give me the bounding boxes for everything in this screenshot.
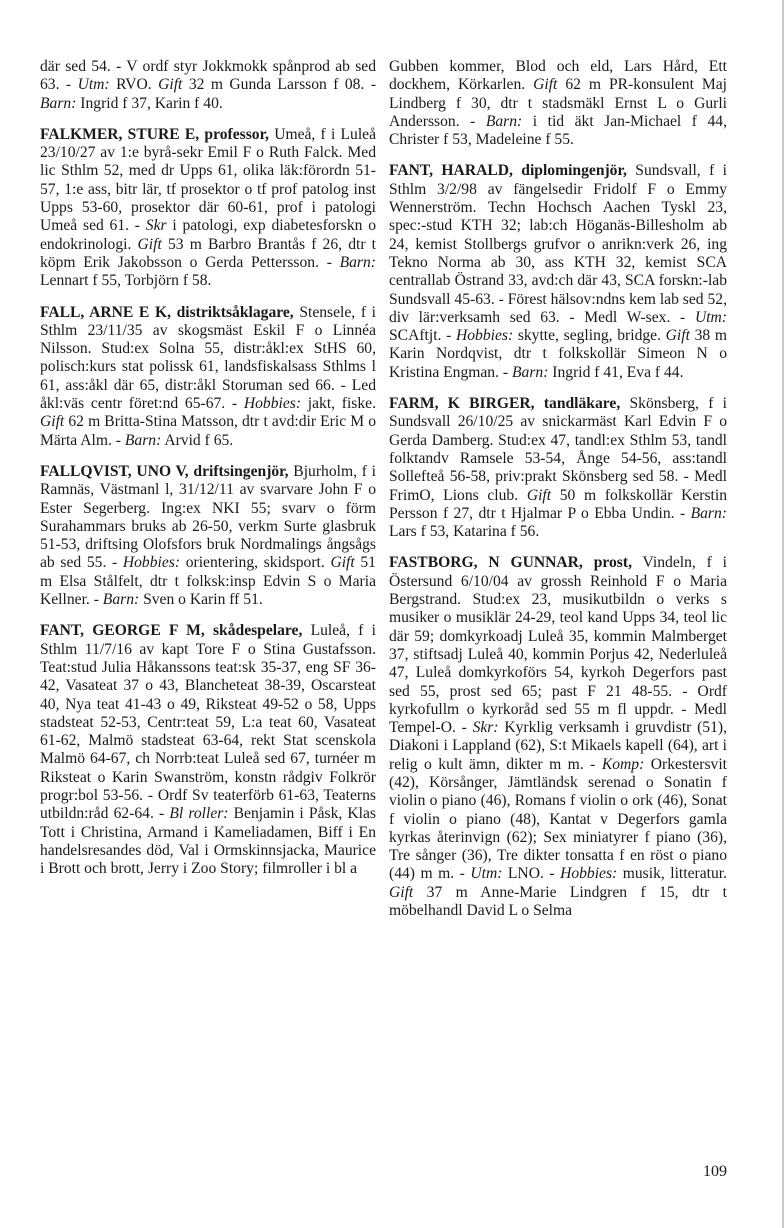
directory-entry: [40, 126, 376, 291]
entry-label: Barn:: [40, 94, 77, 112]
entry-label: Hobbies:: [560, 865, 618, 883]
entry-label: Barn:: [485, 112, 523, 130]
entry-text: musik, litteratur.: [617, 865, 727, 883]
entry-label: Gift: [665, 327, 690, 345]
entry-text: i tid äkt Jan-Michael f 44, Christer f 53, Madeleine f 55.: [389, 112, 727, 149]
entry-title: distriktsåklagare,: [170, 303, 294, 321]
entry-text: orientering, skidsport.: [180, 554, 331, 572]
entry-label: Skr: [145, 217, 167, 235]
entry-name: FALKMER, STURE E,: [40, 125, 200, 143]
entry-title: diplomingenjör,: [512, 162, 627, 180]
entry-label: Hobbies:: [455, 327, 514, 345]
entry-label: Barn:: [512, 363, 549, 381]
entry-text: där sed 54. - V ordf styr Jokkmokk spånprod ab sed 63. -: [40, 58, 376, 94]
directory-entry: [40, 58, 376, 113]
entry-text: Stensele, f i Sthlm 23/11/35 av skogsmäst Eskil F o Linnéa Nilsson. Stud:ex Solna 55, distr:åkl:ex StHS 60, polisch:kurs stat polissk 61, landsfiskalsass Sthlms l 61, ass:åkl där 65, distr:åkl Storuman sed 66. - Led åkl:väs centr föret:nd 65-67. -: [40, 303, 376, 413]
entry-text: Ingrid f 41, Eva f 44.: [548, 363, 684, 381]
entry-title: prost,: [582, 554, 632, 572]
directory-entry: [389, 58, 727, 149]
entry-name: FALLQVIST, UNO V,: [40, 462, 189, 480]
entry-label: Gift: [40, 413, 65, 431]
entry-text: skytte, segling, bridge.: [513, 327, 666, 345]
entry-label: Hobbies:: [243, 395, 302, 413]
entry-label: Gift: [533, 76, 558, 94]
entry-name: FASTBORG, N GUNNAR,: [389, 554, 583, 572]
entry-label: Utm:: [694, 308, 727, 326]
entry-title: professor,: [199, 125, 269, 143]
entry-label: Bl roller:: [169, 805, 229, 823]
entry-label: Hobbies:: [122, 554, 181, 572]
directory-entry: [40, 622, 376, 878]
entry-text: Umeå, f i Luleå 23/10/27 av 1:e byrå-sekr Emil F o Ruth Falck. Med lic Sthlm 52, med dr Upps 61, olika läk:förordn 51-57, 1:e ass, bitr lär, tf prosektor o tf prof patolog inst Upps 53-60, prosektor där 60-61, prof i patologi Umeå sed 61. -: [40, 125, 377, 235]
directory-entry: [40, 304, 376, 450]
entry-label: Barn:: [339, 253, 376, 271]
entry-label: Utm:: [470, 865, 503, 883]
entry-label: Gift: [526, 486, 552, 504]
entry-text: Skönsberg, f i Sundsvall 26/10/25 av snickarmäst Karl Edvin F o Gerda Damberg. Stud:ex 47, tandl:ex Sthlm 53, tandl folktandv Ramsele 53-54, Ånge 54-56, ass:tandl Sollefteå 56-58, priv:prakt Skönsberg sed 58. - Medl FrimO, Lions club.: [389, 395, 727, 504]
entry-text: i patologi, exp diabetesforskn o endokrinologi.: [40, 217, 376, 253]
entry-text: Luleå, f i Sthlm 11/7/16 av kapt Tore F o Stina Gustafsson. Teat:stud Julia Håkanssons teat:sk 35-37, eng SF 36-42, Vasateat 37 o 43, Blancheteat 38-39, Oscarsteat 40, Nya teat 41-43 o 49, Riksteat 49-52 o 58, Upps stadsteat 52-53, Centr:teat 59, L:a teat 60, Vasateat 61-62, Malmö stadsteat 63-64, rekt Stat scenskola Malmö 64-67, ch Norrb:teat Luleå sed 67, turnéer m Riksteat o Karin Swanström, konstn rådgiv Folkrör progr:bol 53-56. - Ordf Sv teaterförb 61-63, Teaterns utbildn:råd 62-64. -: [40, 622, 376, 823]
entry-text: Sundsvall, f i Sthlm 3/2/98 av fängelsedir Fridolf F o Emmy Wennerström. Techn Hochsch Aachen Tyskl 23, spec:-stud KTH 32; lab:ch Höganäs-Billesholm ab 24, kemist Stollbergs grufvor o anrikn:verk 26, ing Tekno Norma ab 30, ass KTH 32, kemist SCA centrallab Östrand 33, avd:ch där 43, SCA forskn:-lab Sundsvall 45-63. - Förest hälsov:ndns kem lab sed 52, div lär:verksamh sed 63. - Medl W-sex. -: [389, 162, 727, 326]
entry-text: 62 m Britta-Stina Matsson, dtr t avd:dir Eric M o Märta Alm. -: [40, 413, 376, 449]
directory-entry: [389, 395, 727, 541]
right-column: [389, 58, 727, 920]
entry-name: FARM, K BIRGER,: [389, 395, 535, 413]
entry-text: Gubben kommer, Blod och eld, Lars Hård, Ett dockhem, Körkarlen.: [389, 58, 727, 94]
entry-text: RVO.: [109, 76, 159, 94]
entry-label: Gift: [330, 554, 355, 572]
entry-label: Gift: [137, 235, 162, 253]
entry-text: Orkestersvit (42), Körsånger, Jämtländsk serenad o Sonatin f violin o piano (46), Romans f violin o ork (46), Sonat f violin o piano (48), Kantat v Degerfors gamla kyrkas återinvign (62); Sex miniatyrer f piano (36), Tre sånger (36), Tre dikter tonsatta f en röst o piano (44) m m. -: [389, 755, 727, 883]
entry-title: driftsingenjör,: [188, 462, 289, 480]
entry-text: Arvid f 65.: [161, 431, 234, 449]
entry-label: Komp:: [601, 755, 645, 773]
entry-label: Gift: [158, 76, 183, 94]
entry-text: 37 m Anne-Marie Lindgren f 15, dtr t möbelhandl David L o Selma: [389, 883, 727, 920]
directory-entry: [389, 554, 727, 920]
entry-text: 51 m Elsa Stålfelt, dtr t folksk:insp Edvin S o Maria Kellner. -: [40, 554, 376, 609]
entry-label: Skr:: [472, 719, 499, 737]
entry-text: Ingrid f 37, Karin f 40.: [76, 94, 223, 112]
entry-name: FANT, HARALD,: [389, 162, 513, 180]
entry-text: Vindeln, f i Östersund 6/10/04 av grossh Reinhold F o Maria Bergstrand. Stud:ex 23, musikutbildn o verks s musiker o musiklär 24-29, teol kand Upps 34, teol lic där 59; domkyrkoadj Luleå 35, kommin Malmberget 37, stiftsadj Luleå 40, kommin Porjus 42, Nederluleå 47, Luleå domkyrkoförs 54, kyrkoh Degerfors past sed 55, prost sed 65; past F 21 48-55. - Ordf kyrkofullm o kyrkoråd sed 55 m fl uppdr. - Medl Tempel-O. -: [389, 554, 728, 737]
entry-label: Gift: [389, 883, 414, 901]
entry-text: 50 m folkskollär Kerstin Persson f 27, dtr t Hjalmar P o Ebba Undin. -: [389, 486, 727, 522]
left-column: [40, 58, 376, 878]
entry-text: SCAftjt. -: [389, 327, 456, 345]
entry-text: Sven o Karin ff 51.: [139, 591, 263, 609]
entry-text: Lars f 53, Katarina f 56.: [389, 523, 540, 541]
entry-title: skådespelare,: [204, 622, 303, 640]
entry-text: 38 m Karin Nordqvist, dtr t folkskollär Simeon N o Kristina Engman. -: [389, 327, 727, 381]
entry-label: Barn:: [124, 431, 162, 449]
entry-text: Kyrklig verksamh i gruvdistr (51), Diakoni i Lappland (62), S:t Mikaels kapell (64), art i relig o kult ämn, dikter m m. -: [389, 719, 727, 773]
entry-label: Utm:: [77, 76, 110, 94]
entry-name: FANT, GEORGE F M,: [40, 622, 205, 640]
entry-text: Bjurholm, f i Ramnäs, Västmanl l, 31/12/11 av svarvare John F o Ester Segerberg. Ing:ex NKI 55; svarv o förm Surahammars bruks ab 26-50, verkm Surte glasbruk 51-53, driftsing Olofsfors bruk Nordmalings ångsågs ab sed 55. -: [40, 462, 376, 572]
entry-text: Lennart f 55, Torbjörn f 58.: [40, 272, 212, 290]
entry-text: Benjamin i Påsk, Klas Tott i Christina, Armand i Kameliadamen, Biff i En handelsresandes död, Val i Ormskinnsjacka, Maurice i Brott och brott, Jerry i Zoo Story; filmroller i bl a: [40, 805, 376, 878]
entry-text: jakt, fiske.: [301, 395, 376, 413]
entry-text: 32 m Gunda Larsson f 08. -: [182, 76, 377, 94]
entry-text: 53 m Barbro Brantås f 26, dtr t köpm Erik Jakobsson o Gerda Pettersson. -: [40, 235, 376, 271]
entry-label: Barn:: [690, 504, 727, 522]
entry-text: LNO. -: [502, 865, 561, 883]
page-number: 109: [703, 1163, 727, 1180]
directory-entry: [40, 463, 376, 609]
entry-name: FALL, ARNE E K,: [40, 303, 171, 321]
entry-text: 62 m PR-konsulent Maj Lindberg f 30, dtr t stadsmäkl Ernst L o Gurli Andersson. -: [389, 76, 727, 130]
entry-label: Barn:: [102, 591, 140, 609]
directory-entry: [389, 162, 727, 382]
entry-title: tandläkare,: [534, 395, 621, 413]
